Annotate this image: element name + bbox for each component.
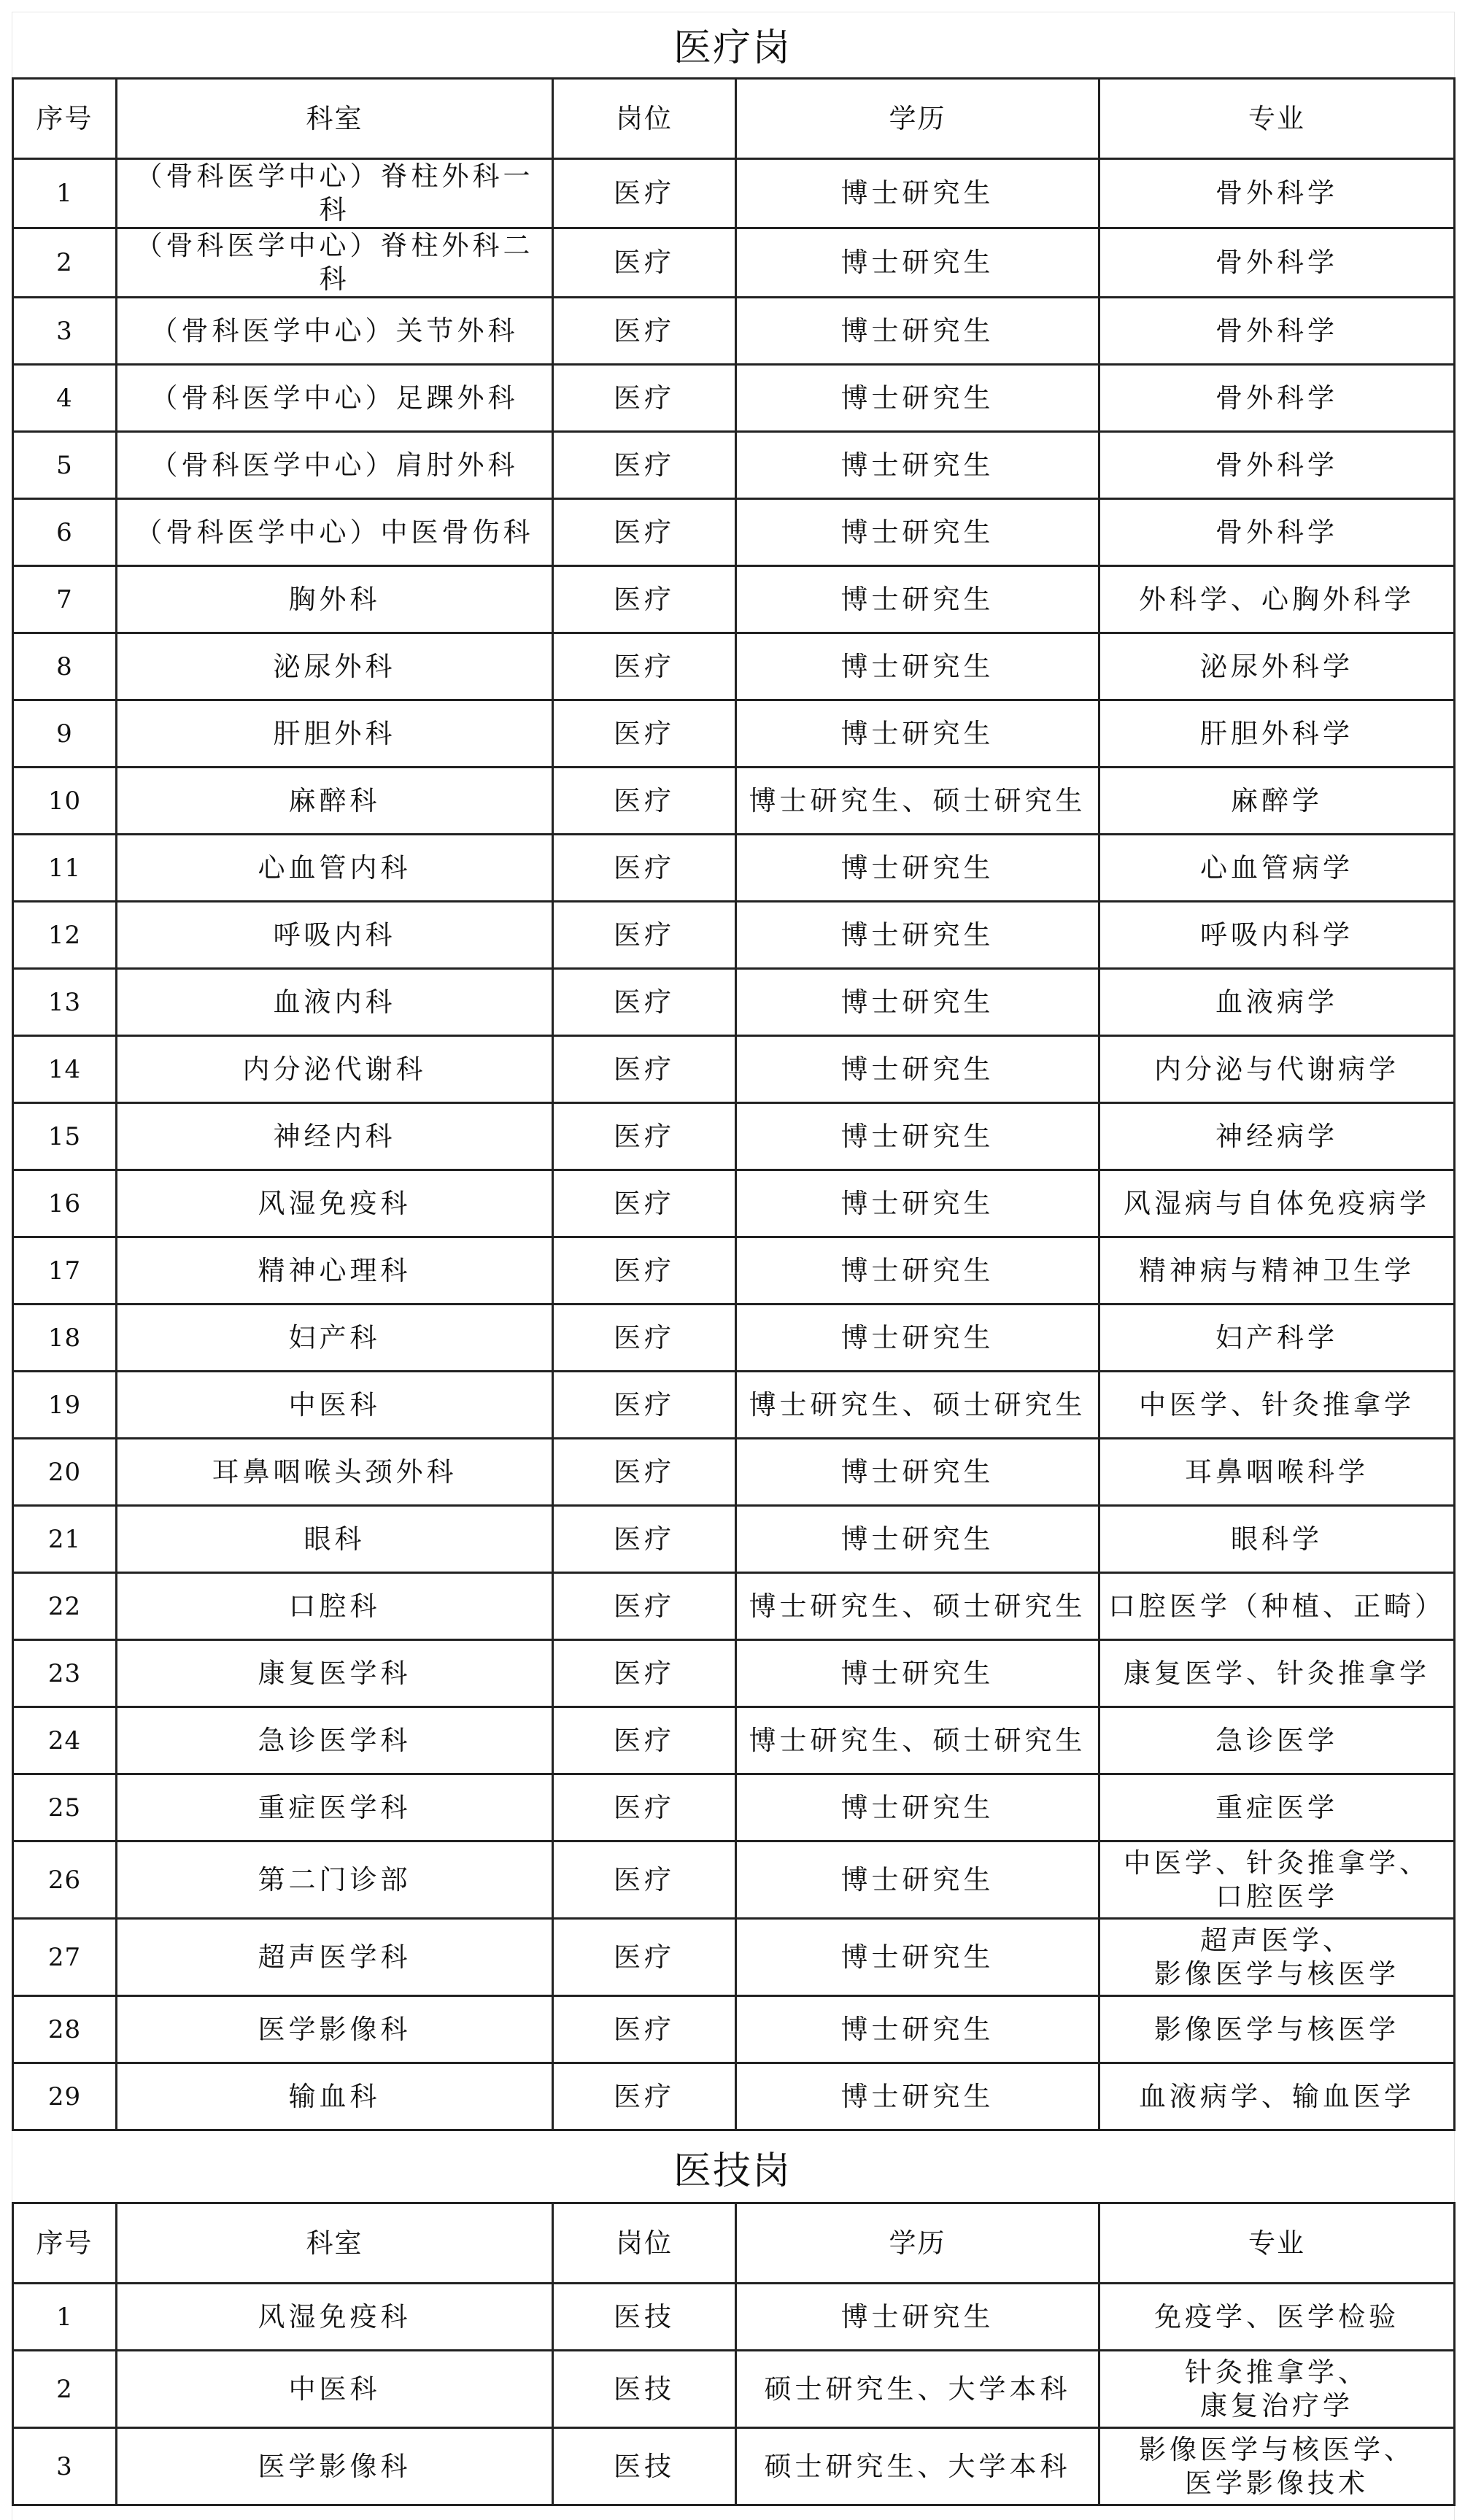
table-row xyxy=(13,566,1455,633)
cell-post: 医疗 xyxy=(553,1372,736,1439)
section-title-medical: 医疗岗 xyxy=(673,26,792,70)
cell-major xyxy=(1099,566,1455,633)
cell-dept: 神经内科 xyxy=(117,1103,553,1170)
cell-dept: （骨科医学中心）关节外科 xyxy=(117,298,553,365)
header-major: 专业 xyxy=(1099,2203,1455,2284)
table-row xyxy=(13,1170,1455,1237)
major-line: 妇产科学 xyxy=(1215,1321,1338,1353)
major-line: 血液病学 xyxy=(1215,986,1338,1018)
major-line: 肝胆外科学 xyxy=(1200,717,1353,749)
cell-post: 医技 xyxy=(553,2284,736,2351)
header-no: 序号 xyxy=(13,79,117,159)
cell-major xyxy=(1099,700,1455,768)
cell-major xyxy=(1099,1640,1455,1707)
cell-major xyxy=(1099,1707,1455,1774)
cell-edu: 博士研究生 xyxy=(736,228,1099,298)
cell-major xyxy=(1099,159,1455,228)
header-row xyxy=(13,79,1455,159)
cell-no: 27 xyxy=(13,1919,117,1996)
table-row xyxy=(13,1919,1455,1996)
technical-table-body xyxy=(13,2284,1455,2505)
cell-no: 18 xyxy=(13,1305,117,1372)
cell-dept: （骨科医学中心）足踝外科 xyxy=(117,365,553,432)
cell-edu: 博士研究生 xyxy=(736,1439,1099,1506)
header-edu: 学历 xyxy=(736,79,1099,159)
header-edu: 学历 xyxy=(736,2203,1099,2284)
cell-post: 医疗 xyxy=(553,1996,736,2063)
cell-no: 26 xyxy=(13,1841,117,1919)
cell-dept: （骨科医学中心）肩肘外科 xyxy=(117,432,553,499)
cell-post: 医疗 xyxy=(553,1919,736,1996)
cell-dept: 精神心理科 xyxy=(117,1237,553,1305)
major-line: 康复治疗学 xyxy=(1200,2389,1353,2422)
cell-major xyxy=(1099,633,1455,700)
major-line: 免疫学、医学检验 xyxy=(1154,2300,1399,2332)
cell-post: 医技 xyxy=(553,2351,736,2428)
cell-major xyxy=(1099,1170,1455,1237)
cell-no: 3 xyxy=(13,298,117,365)
table-row xyxy=(13,2351,1455,2428)
cell-post: 医疗 xyxy=(553,1170,736,1237)
cell-edu: 博士研究生、硕士研究生 xyxy=(736,768,1099,835)
cell-major xyxy=(1099,1237,1455,1305)
cell-edu: 博士研究生 xyxy=(736,499,1099,566)
header-major: 专业 xyxy=(1099,79,1455,159)
cell-edu: 博士研究生 xyxy=(736,1036,1099,1103)
major-line: 影像医学与核医学 xyxy=(1154,1957,1399,1990)
cell-dept: 风湿免疫科 xyxy=(117,2284,553,2351)
table-row xyxy=(13,969,1455,1036)
cell-major xyxy=(1099,2284,1455,2351)
table-row xyxy=(13,1774,1455,1841)
major-line: 麻醉学 xyxy=(1231,784,1323,816)
cell-major xyxy=(1099,432,1455,499)
cell-no: 2 xyxy=(13,228,117,298)
cell-major xyxy=(1099,1996,1455,2063)
major-line: 骨外科学 xyxy=(1215,177,1338,209)
cell-dept: 麻醉科 xyxy=(117,768,553,835)
cell-major xyxy=(1099,1372,1455,1439)
cell-post: 医疗 xyxy=(553,969,736,1036)
major-line: 血液病学、输血医学 xyxy=(1139,2080,1415,2112)
major-line: 医学影像技术 xyxy=(1185,2467,1369,2499)
cell-major xyxy=(1099,2428,1455,2505)
cell-post: 医疗 xyxy=(553,1640,736,1707)
cell-major xyxy=(1099,1573,1455,1640)
cell-no: 20 xyxy=(13,1439,117,1506)
table-row xyxy=(13,1841,1455,1919)
table-row xyxy=(13,1707,1455,1774)
cell-no: 7 xyxy=(13,566,117,633)
cell-post: 医疗 xyxy=(553,700,736,768)
cell-no: 19 xyxy=(13,1372,117,1439)
table-row xyxy=(13,1237,1455,1305)
major-line: 中医学、针灸推拿学 xyxy=(1139,1388,1415,1421)
cell-post: 医疗 xyxy=(553,1707,736,1774)
major-line: 泌尿外科学 xyxy=(1200,650,1353,682)
cell-dept: 医学影像科 xyxy=(117,2428,553,2505)
header-row xyxy=(13,2203,1455,2284)
cell-dept: 急诊医学科 xyxy=(117,1707,553,1774)
header-post: 岗位 xyxy=(553,79,736,159)
cell-major xyxy=(1099,1305,1455,1372)
cell-major xyxy=(1099,365,1455,432)
cell-post: 医疗 xyxy=(553,768,736,835)
table-row xyxy=(13,298,1455,365)
table-row xyxy=(13,2063,1455,2130)
cell-post: 医疗 xyxy=(553,2063,736,2130)
cell-major xyxy=(1099,902,1455,969)
cell-post: 医疗 xyxy=(553,566,736,633)
table-row xyxy=(13,1996,1455,2063)
cell-post: 医疗 xyxy=(553,902,736,969)
cell-post: 医疗 xyxy=(553,159,736,228)
table-row xyxy=(13,1372,1455,1439)
cell-major xyxy=(1099,1439,1455,1506)
table-row xyxy=(13,2284,1455,2351)
cell-edu: 博士研究生 xyxy=(736,298,1099,365)
medical-table xyxy=(12,77,1456,2131)
cell-edu: 博士研究生 xyxy=(736,835,1099,902)
cell-edu: 博士研究生 xyxy=(736,969,1099,1036)
cell-edu: 博士研究生 xyxy=(736,633,1099,700)
cell-no: 5 xyxy=(13,432,117,499)
table-row xyxy=(13,700,1455,768)
cell-no: 14 xyxy=(13,1036,117,1103)
cell-edu: 博士研究生 xyxy=(736,1774,1099,1841)
cell-no: 24 xyxy=(13,1707,117,1774)
cell-edu: 博士研究生、硕士研究生 xyxy=(736,1372,1099,1439)
cell-edu: 博士研究生 xyxy=(736,1841,1099,1919)
cell-edu: 博士研究生 xyxy=(736,902,1099,969)
cell-dept: 口腔科 xyxy=(117,1573,553,1640)
cell-dept: 血液内科 xyxy=(117,969,553,1036)
cell-no: 23 xyxy=(13,1640,117,1707)
table-row xyxy=(13,2428,1455,2505)
medical-table-body xyxy=(13,159,1455,2130)
major-line: 康复医学、针灸推拿学 xyxy=(1124,1657,1430,1689)
section-title-technical: 医技岗 xyxy=(673,2149,792,2193)
cell-no: 17 xyxy=(13,1237,117,1305)
major-line: 心血管病学 xyxy=(1200,851,1353,884)
major-line: 口腔医学 xyxy=(1215,1880,1338,1912)
major-line: 影像医学与核医学、 xyxy=(1139,2433,1415,2465)
cell-edu: 博士研究生 xyxy=(736,1506,1099,1573)
cell-edu: 博士研究生 xyxy=(736,1640,1099,1707)
cell-edu: 博士研究生 xyxy=(736,700,1099,768)
cell-post: 医疗 xyxy=(553,499,736,566)
cell-post: 医疗 xyxy=(553,228,736,298)
cell-no: 6 xyxy=(13,499,117,566)
major-line: 内分泌与代谢病学 xyxy=(1154,1053,1399,1085)
cell-major xyxy=(1099,1841,1455,1919)
cell-post: 医疗 xyxy=(553,298,736,365)
table-row xyxy=(13,365,1455,432)
cell-post: 医疗 xyxy=(553,365,736,432)
cell-major xyxy=(1099,298,1455,365)
cell-no: 1 xyxy=(13,2284,117,2351)
cell-dept: 输血科 xyxy=(117,2063,553,2130)
major-line: 外科学、心胸外科学 xyxy=(1139,583,1415,615)
major-line: 精神病与精神卫生学 xyxy=(1139,1254,1415,1286)
cell-post: 医疗 xyxy=(553,835,736,902)
table-row xyxy=(13,1640,1455,1707)
cell-dept: 妇产科 xyxy=(117,1305,553,1372)
cell-edu: 硕士研究生、大学本科 xyxy=(736,2351,1099,2428)
cell-major xyxy=(1099,2351,1455,2428)
cell-major xyxy=(1099,768,1455,835)
table-row xyxy=(13,902,1455,969)
cell-edu: 博士研究生 xyxy=(736,1305,1099,1372)
cell-major xyxy=(1099,1774,1455,1841)
major-line: 口腔医学（种植、正畸） xyxy=(1108,1590,1445,1622)
cell-no: 28 xyxy=(13,1996,117,2063)
cell-dept: 重症医学科 xyxy=(117,1774,553,1841)
cell-dept: （骨科医学中心）脊柱外科二科 xyxy=(117,228,553,298)
major-line: 影像医学与核医学 xyxy=(1154,2013,1399,2045)
cell-edu: 博士研究生 xyxy=(736,365,1099,432)
cell-post: 医疗 xyxy=(553,1237,736,1305)
cell-dept: 耳鼻咽喉头颈外科 xyxy=(117,1439,553,1506)
major-line: 呼吸内科学 xyxy=(1200,919,1353,951)
cell-dept: 心血管内科 xyxy=(117,835,553,902)
cell-post: 医疗 xyxy=(553,1774,736,1841)
cell-no: 22 xyxy=(13,1573,117,1640)
header-no: 序号 xyxy=(13,2203,117,2284)
cell-dept: 眼科 xyxy=(117,1506,553,1573)
table-row xyxy=(13,1103,1455,1170)
major-line: 超声医学、 xyxy=(1200,1924,1353,1956)
cell-edu: 博士研究生 xyxy=(736,2063,1099,2130)
cell-dept: 泌尿外科 xyxy=(117,633,553,700)
cell-edu: 博士研究生 xyxy=(736,2284,1099,2351)
cell-edu: 博士研究生、硕士研究生 xyxy=(736,1707,1099,1774)
cell-no: 9 xyxy=(13,700,117,768)
table-row xyxy=(13,1439,1455,1506)
cell-post: 医疗 xyxy=(553,633,736,700)
major-line: 骨外科学 xyxy=(1215,314,1338,347)
major-line: 骨外科学 xyxy=(1215,382,1338,414)
cell-post: 医疗 xyxy=(553,1841,736,1919)
technical-table xyxy=(12,2202,1456,2506)
cell-edu: 博士研究生 xyxy=(736,566,1099,633)
cell-no: 16 xyxy=(13,1170,117,1237)
cell-no: 25 xyxy=(13,1774,117,1841)
cell-no: 29 xyxy=(13,2063,117,2130)
cell-no: 12 xyxy=(13,902,117,969)
cell-no: 1 xyxy=(13,159,117,228)
cell-dept: 康复医学科 xyxy=(117,1640,553,1707)
major-line: 耳鼻咽喉科学 xyxy=(1185,1456,1369,1488)
cell-dept: 中医科 xyxy=(117,1372,553,1439)
table-row xyxy=(13,1573,1455,1640)
cell-edu: 博士研究生 xyxy=(736,1996,1099,2063)
cell-no: 4 xyxy=(13,365,117,432)
cell-major xyxy=(1099,1103,1455,1170)
cell-no: 21 xyxy=(13,1506,117,1573)
cell-no: 13 xyxy=(13,969,117,1036)
cell-edu: 博士研究生 xyxy=(736,159,1099,228)
major-line: 骨外科学 xyxy=(1215,449,1338,481)
cell-no: 3 xyxy=(13,2428,117,2505)
cell-post: 医技 xyxy=(553,2428,736,2505)
cell-dept: 医学影像科 xyxy=(117,1996,553,2063)
cell-post: 医疗 xyxy=(553,1439,736,1506)
cell-post: 医疗 xyxy=(553,432,736,499)
cell-no: 11 xyxy=(13,835,117,902)
cell-dept: 第二门诊部 xyxy=(117,1841,553,1919)
cell-no: 8 xyxy=(13,633,117,700)
cell-edu: 博士研究生 xyxy=(736,1170,1099,1237)
cell-dept: 超声医学科 xyxy=(117,1919,553,1996)
cell-major xyxy=(1099,1036,1455,1103)
cell-major xyxy=(1099,1506,1455,1573)
major-line: 急诊医学 xyxy=(1215,1724,1338,1756)
table-row xyxy=(13,1506,1455,1573)
cell-edu: 博士研究生 xyxy=(736,1237,1099,1305)
cell-no: 10 xyxy=(13,768,117,835)
table-row xyxy=(13,1305,1455,1372)
major-line: 骨外科学 xyxy=(1215,247,1338,278)
cell-edu: 硕士研究生、大学本科 xyxy=(736,2428,1099,2505)
major-line: 骨外科学 xyxy=(1215,516,1338,548)
header-dept: 科室 xyxy=(117,79,553,159)
cell-major xyxy=(1099,2063,1455,2130)
cell-major xyxy=(1099,228,1455,298)
cell-major xyxy=(1099,499,1455,566)
cell-dept: （骨科医学中心）脊柱外科一科 xyxy=(117,159,553,228)
cell-dept: 风湿免疫科 xyxy=(117,1170,553,1237)
cell-major xyxy=(1099,969,1455,1036)
cell-post: 医疗 xyxy=(553,1305,736,1372)
major-line: 风湿病与自体免疫病学 xyxy=(1124,1187,1430,1219)
table-row xyxy=(13,835,1455,902)
cell-post: 医疗 xyxy=(553,1506,736,1573)
cell-no: 15 xyxy=(13,1103,117,1170)
table-row xyxy=(13,159,1455,228)
cell-dept: 中医科 xyxy=(117,2351,553,2428)
cell-dept: 肝胆外科 xyxy=(117,700,553,768)
cell-major xyxy=(1099,835,1455,902)
major-line: 针灸推拿学、 xyxy=(1185,2356,1369,2388)
cell-edu: 博士研究生 xyxy=(736,1103,1099,1170)
major-line: 重症医学 xyxy=(1215,1791,1338,1823)
table-row xyxy=(13,1036,1455,1103)
major-line: 中医学、针灸推拿学、 xyxy=(1124,1847,1430,1879)
table-row xyxy=(13,768,1455,835)
cell-dept: （骨科医学中心）中医骨伤科 xyxy=(117,499,553,566)
header-post: 岗位 xyxy=(553,2203,736,2284)
cell-edu: 博士研究生、硕士研究生 xyxy=(736,1573,1099,1640)
cell-edu: 博士研究生 xyxy=(736,432,1099,499)
cell-post: 医疗 xyxy=(553,1573,736,1640)
cell-edu: 博士研究生 xyxy=(736,1919,1099,1996)
cell-dept: 胸外科 xyxy=(117,566,553,633)
table-row xyxy=(13,432,1455,499)
cell-post: 医疗 xyxy=(553,1103,736,1170)
cell-post: 医疗 xyxy=(553,1036,736,1103)
cell-dept: 内分泌代谢科 xyxy=(117,1036,553,1103)
major-line: 神经病学 xyxy=(1215,1120,1338,1152)
table-row xyxy=(13,499,1455,566)
major-line: 眼科学 xyxy=(1231,1523,1323,1555)
table-row xyxy=(13,228,1455,298)
cell-dept: 呼吸内科 xyxy=(117,902,553,969)
header-dept: 科室 xyxy=(117,2203,553,2284)
cell-no: 2 xyxy=(13,2351,117,2428)
cell-major xyxy=(1099,1919,1455,1996)
table-row xyxy=(13,633,1455,700)
